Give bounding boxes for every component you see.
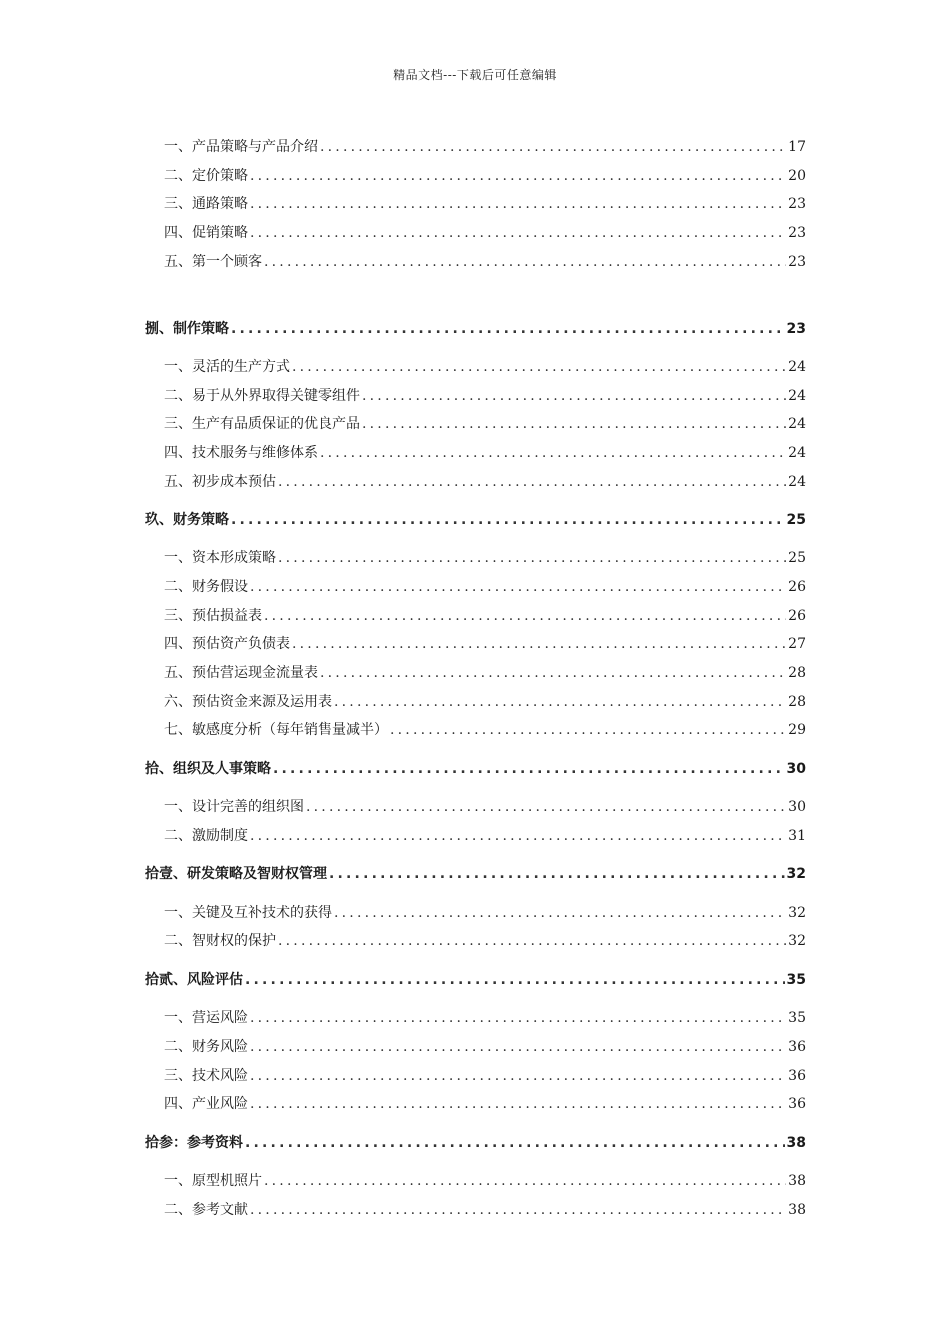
toc-dot-leader bbox=[292, 357, 786, 377]
toc-entry-page-number: 24 bbox=[788, 416, 806, 432]
toc-entry-page-number: 38 bbox=[788, 1173, 806, 1189]
toc-entry-label: 玖、财务策略 bbox=[145, 512, 229, 528]
toc-dot-leader bbox=[264, 1171, 786, 1191]
toc-dot-leader bbox=[231, 510, 785, 530]
toc-dot-leader bbox=[250, 1200, 786, 1220]
toc-entry-label: 四、产业风险 bbox=[164, 1096, 248, 1112]
toc-section-entry[interactable] bbox=[164, 634, 806, 654]
toc-entry-label: 一、营运风险 bbox=[164, 1010, 248, 1026]
toc-dot-leader bbox=[250, 1008, 786, 1028]
toc-dot-leader bbox=[250, 826, 786, 846]
toc-entry-page-number: 23 bbox=[788, 196, 806, 212]
toc-dot-leader bbox=[273, 759, 785, 779]
toc-dot-leader bbox=[306, 797, 786, 817]
toc-entry-page-number: 24 bbox=[788, 388, 806, 404]
toc-dot-leader bbox=[334, 692, 786, 712]
toc-dot-leader bbox=[231, 319, 785, 339]
toc-section-entry[interactable] bbox=[164, 720, 806, 740]
toc-entry-label: 五、初步成本预估 bbox=[164, 474, 276, 490]
toc-dot-leader bbox=[390, 720, 786, 740]
toc-entry-label: 二、易于从外界取得关键零组件 bbox=[164, 388, 360, 404]
toc-dot-leader bbox=[334, 903, 786, 923]
toc-entry-label: 一、产品策略与产品介绍 bbox=[164, 139, 318, 155]
toc-chapter-entry[interactable] bbox=[145, 759, 806, 779]
page-header: 精品文档---下载后可任意编辑 bbox=[393, 68, 557, 82]
toc-entry-label: 四、技术服务与维修体系 bbox=[164, 445, 318, 461]
toc-chapter-entry[interactable] bbox=[145, 970, 806, 990]
toc-entry-label: 三、通路策略 bbox=[164, 196, 248, 212]
toc-entry-page-number: 36 bbox=[788, 1039, 806, 1055]
toc-dot-leader bbox=[245, 970, 785, 990]
toc-entry-label: 捌、制作策略 bbox=[145, 321, 229, 337]
toc-entry-page-number: 35 bbox=[788, 1010, 806, 1026]
toc-entry-label: 四、预估资产负债表 bbox=[164, 636, 290, 652]
toc-entry-label: 一、关键及互补技术的获得 bbox=[164, 905, 332, 921]
toc-entry-label: 二、财务假设 bbox=[164, 579, 248, 595]
toc-section-entry[interactable] bbox=[164, 1200, 806, 1220]
toc-section-entry[interactable] bbox=[164, 692, 806, 712]
toc-section-entry[interactable] bbox=[164, 606, 806, 626]
toc-entry-label: 二、定价策略 bbox=[164, 168, 248, 184]
toc-chapter-entry[interactable] bbox=[145, 1133, 806, 1153]
toc-section-entry[interactable] bbox=[164, 1037, 806, 1057]
toc-entry-page-number: 32 bbox=[788, 933, 806, 949]
toc-entry-label: 拾壹、研发策略及智财权管理 bbox=[145, 866, 327, 882]
toc-entry-page-number: 35 bbox=[786, 972, 806, 988]
toc-entry-page-number: 25 bbox=[786, 512, 806, 528]
toc-section-entry[interactable] bbox=[164, 386, 806, 406]
toc-entry-label: 二、激励制度 bbox=[164, 828, 248, 844]
toc-dot-leader bbox=[320, 137, 786, 157]
toc-entry-page-number: 24 bbox=[788, 359, 806, 375]
toc-dot-leader bbox=[250, 194, 786, 214]
toc-entry-page-number: 23 bbox=[788, 254, 806, 270]
toc-dot-leader bbox=[362, 386, 786, 406]
toc-dot-leader bbox=[264, 606, 786, 626]
toc-entry-page-number: 20 bbox=[788, 168, 806, 184]
toc-entry-page-number: 23 bbox=[788, 225, 806, 241]
toc-section-entry[interactable] bbox=[164, 137, 806, 157]
toc-entry-label: 四、促销策略 bbox=[164, 225, 248, 241]
toc-section-entry[interactable] bbox=[164, 903, 806, 923]
toc-entry-page-number: 28 bbox=[788, 665, 806, 681]
toc-section-entry[interactable] bbox=[164, 548, 806, 568]
toc-section-entry[interactable] bbox=[164, 194, 806, 214]
toc-entry-label: 三、技术风险 bbox=[164, 1068, 248, 1084]
toc-entry-page-number: 17 bbox=[788, 139, 806, 155]
toc-section-entry[interactable] bbox=[164, 663, 806, 683]
toc-section-entry[interactable] bbox=[164, 577, 806, 597]
toc-entry-page-number: 36 bbox=[788, 1068, 806, 1084]
toc-dot-leader bbox=[320, 663, 786, 683]
toc-entry-label: 二、财务风险 bbox=[164, 1039, 248, 1055]
toc-dot-leader bbox=[250, 1094, 786, 1114]
toc-section-entry[interactable] bbox=[164, 443, 806, 463]
toc-section-entry[interactable] bbox=[164, 1066, 806, 1086]
toc-section-entry[interactable] bbox=[164, 252, 806, 272]
toc-chapter-entry[interactable] bbox=[145, 864, 806, 884]
toc-entry-label: 六、预估资金来源及运用表 bbox=[164, 694, 332, 710]
toc-entry-page-number: 36 bbox=[788, 1096, 806, 1112]
toc-entry-page-number: 38 bbox=[786, 1135, 806, 1151]
toc-dot-leader bbox=[329, 864, 785, 884]
toc-section-entry[interactable] bbox=[164, 826, 806, 846]
toc-chapter-entry[interactable] bbox=[145, 510, 806, 530]
toc-entry-page-number: 23 bbox=[786, 321, 806, 337]
toc-section-entry[interactable] bbox=[164, 357, 806, 377]
toc-entry-label: 五、第一个顾客 bbox=[164, 254, 262, 270]
toc-dot-leader bbox=[250, 1037, 786, 1057]
toc-dot-leader bbox=[278, 931, 786, 951]
toc-entry-label: 七、敏感度分析（每年销售量减半） bbox=[164, 722, 388, 738]
toc-dot-leader bbox=[264, 252, 786, 272]
toc-entry-page-number: 38 bbox=[788, 1202, 806, 1218]
toc-dot-leader bbox=[278, 548, 786, 568]
toc-entry-label: 三、生产有品质保证的优良产品 bbox=[164, 416, 360, 432]
toc-chapter-entry[interactable] bbox=[145, 319, 806, 339]
toc-dot-leader bbox=[362, 414, 786, 434]
toc-dot-leader bbox=[250, 223, 786, 243]
toc-dot-leader bbox=[245, 1133, 785, 1153]
toc-entry-label: 五、预估营运现金流量表 bbox=[164, 665, 318, 681]
toc-entry-page-number: 32 bbox=[786, 866, 806, 882]
toc-dot-leader bbox=[320, 443, 786, 463]
toc-dot-leader bbox=[278, 472, 786, 492]
toc-entry-page-number: 31 bbox=[788, 828, 806, 844]
toc-entry-page-number: 30 bbox=[786, 761, 806, 777]
toc-dot-leader bbox=[292, 634, 786, 654]
toc-entry-label: 二、智财权的保护 bbox=[164, 933, 276, 949]
toc-section-entry[interactable] bbox=[164, 1008, 806, 1028]
toc-section-entry[interactable] bbox=[164, 1171, 806, 1191]
toc-entry-label: 拾参：参考资料 bbox=[145, 1135, 243, 1151]
toc-entry-label: 一、原型机照片 bbox=[164, 1173, 262, 1189]
toc-section-entry[interactable] bbox=[164, 1094, 806, 1114]
toc-section-entry[interactable] bbox=[164, 797, 806, 817]
toc-entry-page-number: 26 bbox=[788, 608, 806, 624]
toc-entry-label: 三、预估损益表 bbox=[164, 608, 262, 624]
toc-entry-label: 拾、组织及人事策略 bbox=[145, 761, 271, 777]
toc-dot-leader bbox=[250, 166, 786, 186]
toc-section-entry[interactable] bbox=[164, 472, 806, 492]
toc-entry-page-number: 28 bbox=[788, 694, 806, 710]
toc-entry-label: 拾贰、风险评估 bbox=[145, 972, 243, 988]
toc-section-entry[interactable] bbox=[164, 166, 806, 186]
toc-entry-label: 二、参考文献 bbox=[164, 1202, 248, 1218]
toc-entry-page-number: 24 bbox=[788, 445, 806, 461]
toc-entry-page-number: 30 bbox=[788, 799, 806, 815]
toc-entry-page-number: 29 bbox=[788, 722, 806, 738]
toc-dot-leader bbox=[250, 1066, 786, 1086]
toc-entry-page-number: 26 bbox=[788, 579, 806, 595]
toc-entry-page-number: 24 bbox=[788, 474, 806, 490]
toc-section-entry[interactable] bbox=[164, 414, 806, 434]
toc-entry-label: 一、设计完善的组织图 bbox=[164, 799, 304, 815]
toc-entry-page-number: 32 bbox=[788, 905, 806, 921]
toc-section-entry[interactable] bbox=[164, 931, 806, 951]
toc-entry-label: 一、资本形成策略 bbox=[164, 550, 276, 566]
toc-dot-leader bbox=[250, 577, 786, 597]
toc-entry-label: 一、灵活的生产方式 bbox=[164, 359, 290, 375]
toc-entry-page-number: 25 bbox=[788, 550, 806, 566]
toc-section-entry[interactable] bbox=[164, 223, 806, 243]
toc-entry-page-number: 27 bbox=[788, 636, 806, 652]
